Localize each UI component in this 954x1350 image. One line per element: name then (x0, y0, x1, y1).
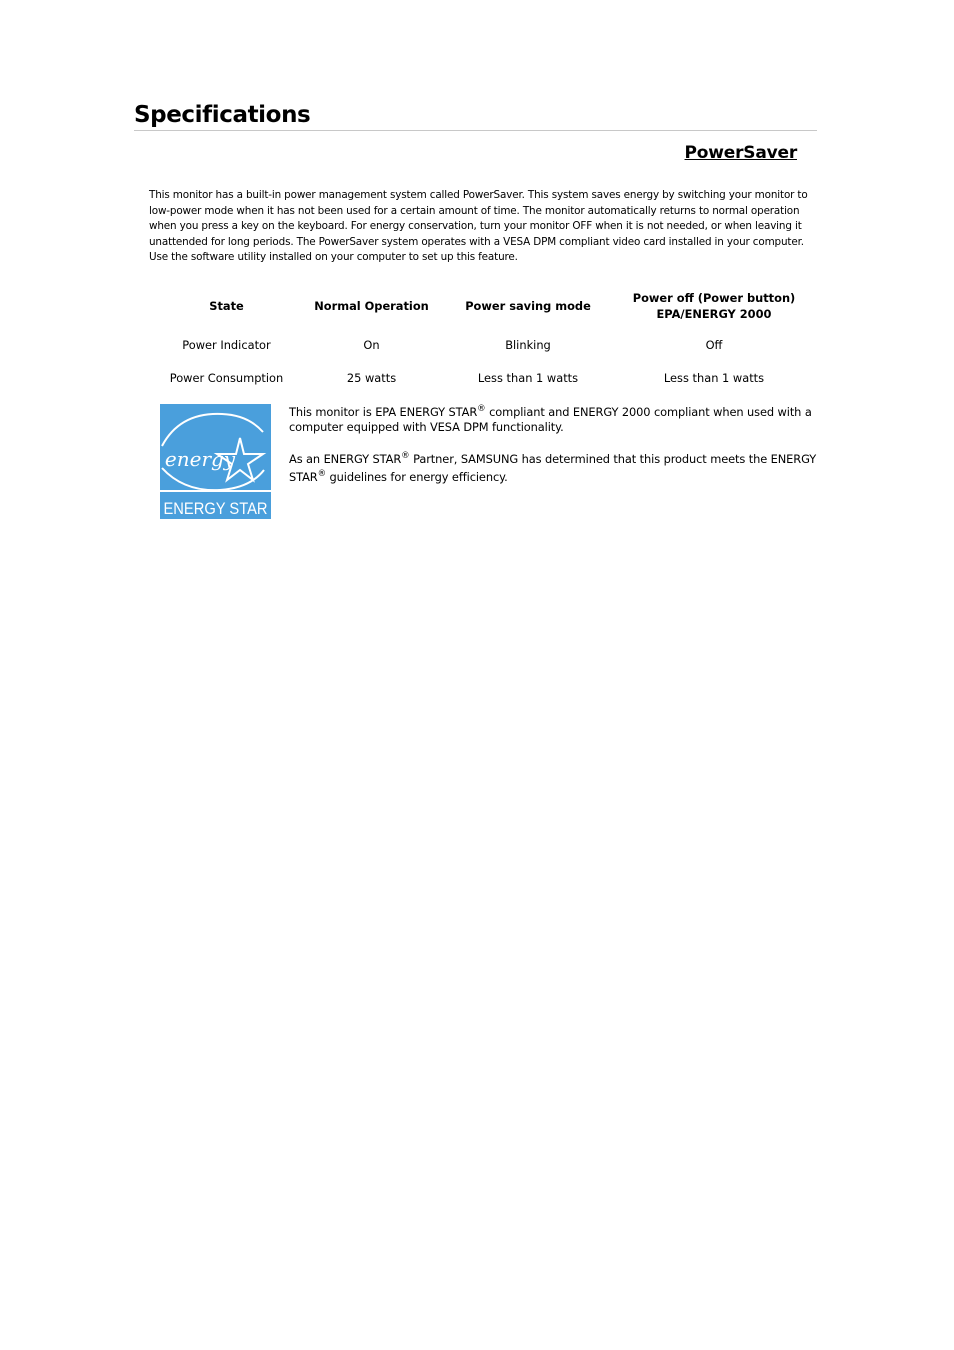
statement-paragraph-2: As an ENERGY STAR® Partner, SAMSUNG has determined that this product meets the ENERGY STAR® guidelines for energy efficiency. (289, 450, 817, 484)
table-cell: Blinking (505, 337, 551, 352)
section-title: PowerSaver (684, 143, 797, 163)
table-cell: Power Consumption (169, 370, 284, 385)
table-cell: 25 watts (346, 370, 397, 385)
registered-mark: ® (317, 468, 327, 479)
table-cell: Off (705, 337, 723, 352)
energy-star-statement (289, 402, 819, 498)
statement-paragraph-1: This monitor is EPA ENERGY STAR® compliant and ENERGY 2000 compliant when used with a computer equipped with VESA DPM functionality. (289, 404, 812, 434)
header-normal-operation: Normal Operation (314, 299, 429, 313)
table-cell: Less than 1 watts (477, 370, 579, 385)
registered-mark: ® (401, 450, 410, 461)
table-row (149, 361, 811, 394)
table-header-row (149, 284, 811, 328)
header-state: State (209, 299, 244, 313)
title-divider (134, 130, 817, 131)
header-power-off-line2: EPA/ENERGY 2000 (656, 307, 772, 321)
header-power-off (617, 284, 811, 328)
header-power-saving: Power saving mode (465, 299, 591, 313)
power-table (149, 284, 811, 394)
table-cell: Power Indicator (182, 337, 271, 352)
intro-paragraph: This monitor has a built-in power management system called PowerSaver. This system saves energy by switching your monitor to low-power mode when it has not been used for a certain amount of time. The monitor automatically returns to normal operation when you press a key on the keyboard. For energy conservation, turn your monitor OFF when it is not needed, or when leaving it unattended for long periods. The PowerSaver system operates with a VESA DPM compliant video card installed in your computer. Use the software utility installed on your computer to set up this feature. (149, 189, 808, 263)
table-cell: Less than 1 watts (663, 370, 765, 385)
table-cell: On (363, 337, 380, 352)
header-power-off-line1: Power off (Power button) (632, 291, 796, 305)
page-title: Specifications (134, 102, 311, 128)
energy-star-logo (160, 404, 271, 519)
logo-text: ENERGY STAR (163, 499, 268, 518)
table-row (149, 328, 811, 361)
logo-script: energy (164, 447, 236, 471)
registered-mark: ® (477, 404, 486, 414)
